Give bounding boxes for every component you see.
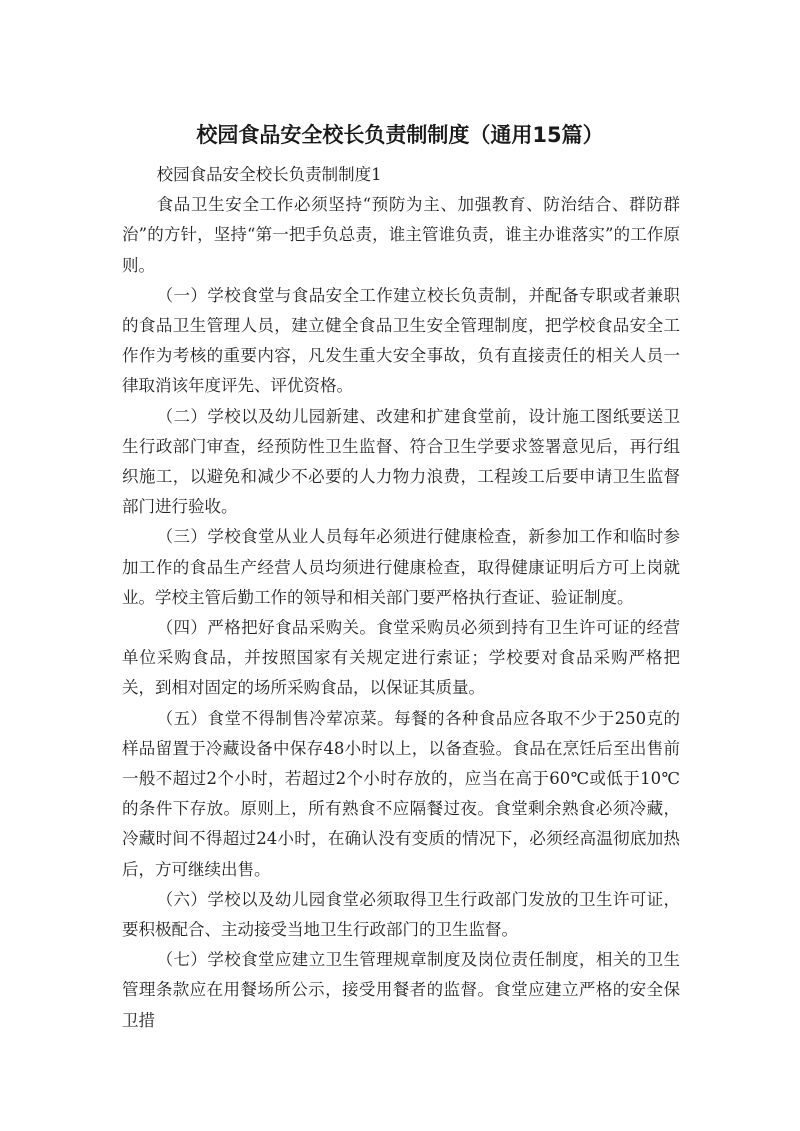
paragraph-1: （一）学校食堂与食品安全工作建立校长负责制，并配备专职或者兼职的食品卫生管理人员，建立健全食品卫生安全管理制度，把学校食品安全工作作为考核的重要内容，凡发生重大安全事故，负有直接责任的相关人员一律取消该年度评先、评优资格。 [122, 285, 680, 396]
paragraph-4: （四）严格把好食品采购关。食堂采购员必须到持有卫生许可证的经营单位采购食品，并按照国家有关规定进行索证；学校要对食品采购严格把关，到相对固定的场所采购食品，以保证其质量。 [122, 618, 680, 698]
paragraph-2: （二）学校以及幼儿园新建、改建和扩建食堂前，设计施工图纸要送卫生行政部门审查，经预防性卫生监督、符合卫生学要求签署意见后，再行组织施工，以避免和减少不必要的人力物力浪费，工程竣工后要申请卫生监督部门进行验收。 [122, 406, 680, 517]
document-title: 校园食品安全校长负责制制度（通用15篇） [196, 123, 604, 147]
document-body [122, 160, 680, 1036]
section-subtitle: 校园食品安全校长负责制制度1 [156, 165, 382, 184]
paragraph-intro: 食品卫生安全工作必须坚持“预防为主、加强教育、防治结合、群防群治”的方针，坚持“第一把手负总责，谁主管谁负责，谁主办谁落实”的工作原则。 [122, 195, 680, 275]
paragraph-3: （三）学校食堂从业人员每年必须进行健康检查，新参加工作和临时参加工作的食品生产经营人员均须进行健康检查，取得健康证明后方可上岗就业。学校主管后勤工作的领导和相关部门要严格执行查证、验证制度。 [122, 527, 680, 607]
paragraph-5: （五）食堂不得制售冷荤凉菜。每餐的各种食品应各取不少于250克的样品留置于冷藏设备中保存48小时以上，以备查验。食品在烹饪后至出售前一般不超过2个小时，若超过2个小时存放的，应当在高于60℃或低于10℃的条件下存放。原则上，所有熟食不应隔餐过夜。食堂剩余熟食必须冷藏，冷藏时间不得超过24小时，在确认没有变质的情况下，必须经高温彻底加热后，方可继续出售。 [122, 708, 680, 879]
paragraph-7: （七）学校食堂应建立卫生管理规章制度及岗位责任制度，相关的卫生管理条款应在用餐场所公示，接受用餐者的监督。食堂应建立严格的安全保卫措 [122, 950, 680, 1030]
paragraph-6: （六）学校以及幼儿园食堂必须取得卫生行政部门发放的卫生许可证，要积极配合、主动接受当地卫生行政部门的卫生监督。 [122, 889, 680, 940]
